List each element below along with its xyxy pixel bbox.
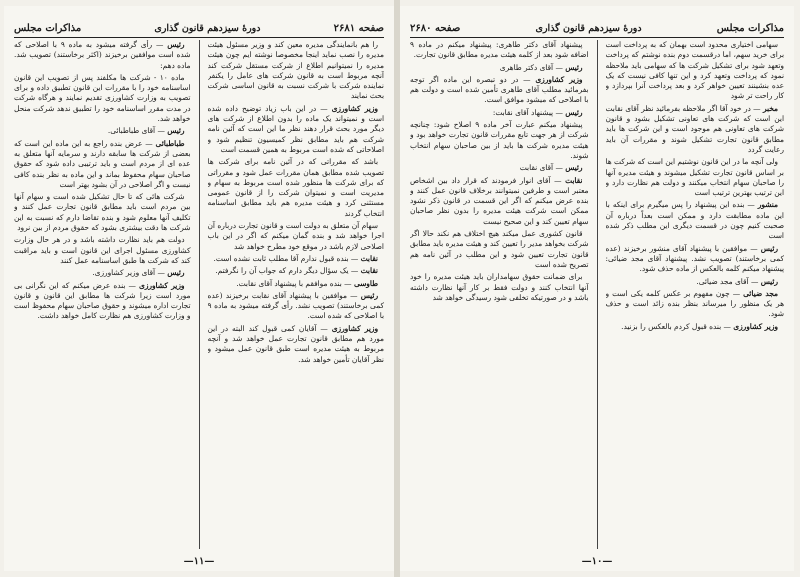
- paragraph: [410, 40, 589, 61]
- speaker-name: رئیس: [760, 276, 778, 286]
- left-page-number: صفحه ۲۶۸۱: [333, 23, 384, 34]
- paragraph-text: برای ضمانت حقوق سهامداران باید هیئت مدیره را خود آنها انتخاب کنند و دولت فقط بر کار آنها نظارت داشته باشد و در صورتیکه تخلفی شود رسیدگی خواهد شد: [410, 272, 589, 302]
- speaker-name: مجد ضیائی: [743, 288, 778, 298]
- speaker-name: مخبر: [762, 103, 778, 113]
- left-columns: [14, 40, 384, 549]
- speaker-name: وزیر کشاورزی: [331, 103, 378, 113]
- right-columns: [410, 40, 784, 549]
- paragraph: [606, 289, 785, 320]
- paragraph: [14, 40, 191, 71]
- paragraph: [606, 157, 785, 198]
- paragraph: [606, 322, 785, 332]
- paragraph: [208, 324, 385, 365]
- speaker-name: وزیر کشاورزی: [535, 74, 583, 84]
- paragraph-text: — بنده قبول کردم بالعکس را بزنید.: [621, 321, 731, 331]
- paragraph-text: — بنده عرض میکنم که این نگرانی بی مورد است زیرا شرکت ها مطابق این قانون و قانون تجارت اداره میشوند و حقوق صاحبان سهام محفوظ است و وزارت کشاورزی هم نظارت کامل خواهد داشت.: [14, 280, 191, 321]
- right-page-number: صفحه ۲۶۸۰: [410, 23, 461, 34]
- column-divider: [199, 40, 200, 549]
- paragraph-text: پیشنهاد آقای دکتر طاهری: پیشنهاد میکنم در ماده ۹ اضافه شود بعد از کلمه هیئت مدیره مطابق قانون تجارت.: [410, 40, 589, 60]
- right-page-right-column: [606, 40, 785, 549]
- paragraph-text: — آقای دکتر طاهری: [499, 62, 563, 72]
- paragraph: [410, 163, 589, 173]
- paragraph: [14, 281, 191, 322]
- paragraph-text: دولت هم باید نظارت داشته باشد و در هر حال وزارت کشاورزی مسئول اجرای این قانون است و باید مراقبت کند که شرکت ها طبق اساسنامه عمل کنند: [14, 235, 191, 265]
- paragraph: [410, 75, 589, 106]
- paragraph-text: باشد که مقرراتی که در آئین نامه برای شرکت ها تصویب شده مطابق همان مقررات عمل شود و مقرراتی که برای شرکت ها منظور شده است مربوط به سهام و مدیریت است و نمیتوان شرکت را از قانون عمومی مستثنی کرد و هیئت مدیره هم باید مطابق اساسنامه انتخاب گردند: [207, 157, 384, 218]
- paragraph-text: شرکت هائی که تا حال تشکیل شده است و سهام آنها بین مردم است باید مطابق قانون تجارت عمل کنند و تکلیف آنها معلوم شود و بنده تقاضا دارم که نسبت به این شرکت ها دقت بیشتری بشود که حقوق مردم از بین نرود: [14, 192, 191, 233]
- paragraph-text: — بنده موافقم با پیشنهاد آقای نقابت.: [236, 278, 352, 288]
- speaker-name: رئیس: [167, 126, 185, 136]
- paragraph-text: قانون کشوری عمل میکند هیچ اختلاف هم نکند حالا اگر شرکت بخواهد مدیر را تعیین کند و هیئت مدیره باید مطابق قانون تجارت تعیین شود و این مطلب در آئین نامه هم تصریح شده است: [410, 229, 589, 269]
- paragraph-text: — رأی گرفته میشود به ماده ۹ با اصلاحی که شده است موافقین برخیزند (اکثر برخاستند) تصویب شد. ماده دهم:: [14, 40, 191, 70]
- speaker-name: طاوسی: [353, 278, 378, 288]
- paragraph: [410, 229, 589, 270]
- paragraph-text: را هم بانمایندگی مدیره معین کند و وزیر مسئول هیئت مدیره را نصب نماید اینجا مخصوصا نوشته ایم چون هیئت مدیره را نمیتوانیم اطلاع از شرکت مستقل شرکت کند آنچه مربوط است به قانون شرکت های عامل را یکنفر نماینده شرکت با شرکت نسبت به قانون اساسی شرکت بحث نمایند: [207, 40, 384, 101]
- left-page-footer: —۱۱—: [183, 556, 215, 567]
- speaker-name: طباطبائی: [155, 138, 185, 148]
- paragraph: [410, 120, 589, 161]
- speaker-name: وزیر کشاورزی: [733, 321, 778, 331]
- speaker-name: رئیس: [565, 107, 583, 117]
- paragraph-text: — در دو تبصره این ماده اگر توجه بفرمائید مطلب آقای طاهری تأمین شده است و دولت هم با اصلاحی که میشود موافق است.: [410, 74, 589, 105]
- paragraph-text: — عرض بنده راجع به این ماده این است که بعضی از شرکت ها سابقه دارند و سرمایه آنها متعلق به عده ای از مردم است و باید ترتیبی داده شود که حقوق صاحبان سهام محفوظ بماند و این ماده به نظر بنده کافی نیست و اگر اصلاحی در آن بشود بهتر است: [14, 138, 191, 189]
- paragraph-text: — موافقین با پیشنهاد آقای نقابت برخیزند (عده کمی برخاستند) تصویب نشد. رأی گرفته میشود به ماده ۹ با اصلاحی که شده است.: [207, 290, 384, 321]
- paragraph-text: — آقایان کمی قبول کند البته در این مورد هم مطابق قانون تجارت عمل خواهد شد و آنچه مربوط به هیئت مدیره است طبق قانون عمل میشود و نظر آقایان تأمین خواهد شد.: [207, 323, 384, 364]
- column-divider: [597, 40, 598, 549]
- paragraph: [606, 200, 785, 241]
- paragraph: [14, 268, 191, 278]
- paragraph-text: — در خود آقا اگر ملاحظه بفرمائید نظر آقای نقابت این است که شرکت های تعاونی تشکیل بشود و قانون شرکت های تعاونی هم موجود است و این شرکت ها باید مطابق قانون تجارت تشکیل شوند و مقررات آن باید رعایت گردد: [605, 103, 784, 154]
- paragraph-text: — یک سؤال دیگر دارم که جواب آن را نگرفتم.: [215, 266, 359, 276]
- right-running-header: [410, 10, 784, 38]
- paragraph: [606, 277, 785, 287]
- paragraph: [208, 157, 385, 219]
- right-page-left-column: [410, 40, 589, 549]
- paragraph: [14, 126, 191, 136]
- paragraph: [208, 221, 385, 252]
- right-page-footer: —۱۰—: [581, 556, 613, 567]
- speaker-name: نقابت: [565, 175, 583, 185]
- paragraph-text: — پیشنهاد آقای نقابت:: [492, 107, 563, 117]
- speaker-name: رئیس: [565, 163, 583, 173]
- paragraph: [410, 272, 589, 303]
- paragraph-text: — آقای انوار فرمودند که قرار داد بین اشخاص معتبر است و طرفین نمیتوانند برخلاف قانون عمل کنند و بنده عرض میکنم که اگر این قسمت در قانون ذکر نشود ممکن است شرکت هیئت مدیره را بدون نظر صاحبان سهام تعیین کند و این صحیح نیست: [410, 175, 589, 226]
- paragraph-text: — آقای مجد ضیائی.: [696, 276, 759, 286]
- paragraph: [410, 176, 589, 227]
- paragraph-text: — بنده قبول ندارم آقا مطلب ثابت نشده است.: [213, 253, 359, 263]
- paragraph: [208, 266, 385, 276]
- paragraph: [410, 63, 589, 73]
- speaker-name: رئیس: [760, 243, 778, 253]
- left-running-header: [14, 10, 384, 38]
- speaker-name: وزیر کشاورزی: [139, 280, 185, 290]
- speaker-name: رئیس: [167, 268, 185, 278]
- paragraph: [208, 254, 385, 264]
- speaker-name: نقابت: [360, 253, 378, 263]
- speaker-name: رئیس: [360, 290, 379, 300]
- paragraph-text: سهامی اختیاری محدود است بهمان که به پرداخت است برای خرید سهم، اما درقسمت دوم بنده نوشتم که پرداخت وتعهد شود برای تشکیل شرکت ها که سهامی باید ملاحظه نمود که پرداخت وتعهد کرد و این تنها کافی نیست که یک عده بنشینند تعیین خواهر کرد و بعد پرداخت آنرا بپردازد و کار راحت تر شود: [605, 40, 784, 101]
- paragraph: [606, 244, 785, 275]
- paragraph-text: — چون مفهوم بر عکس کلمه یکی است و هر یک منظور را میرساند بنظر بنده زائد است و حذف شود.: [605, 288, 784, 319]
- paragraph: [208, 291, 385, 322]
- right-page: [400, 6, 794, 571]
- right-session-label: دورهٔ سیزدهم قانون گذاری: [535, 23, 642, 34]
- paragraph-text: — در این باب زیاد توضیح داده شده است و نمیتواند یک ماده را بدون اطلاع از شرکت های دیگر مورد بحث قرار دهند نظر ما این است که آئین نامه شرکت هم باید مطابق نظر کمیسیون تنظیم شود و اصلاحاتی که شده است مربوط به همین قسمت است: [207, 103, 384, 154]
- speaker-name: رئیس: [565, 62, 583, 72]
- paragraph-text: — موافقین با پیشنهاد آقای منشور برخیزند (عده کمی برخاستند) تصویب نشد. پیشنهاد آقای مجد ضیائی: پیشنهاد میکنم کلمه بالعکس از ماده حذف شود.: [605, 243, 784, 274]
- left-page-right-column: [208, 40, 385, 549]
- paragraph: [208, 104, 385, 155]
- paragraph-text: — آقای وزیر کشاورزی.: [92, 268, 165, 278]
- left-page-left-column: [14, 40, 191, 549]
- left-session-label: دورهٔ سیزدهم قانون گذاری: [154, 23, 261, 34]
- paragraph: [14, 73, 191, 124]
- paragraph-text: — آقای نقابت: [519, 163, 563, 173]
- paragraph: [14, 192, 191, 233]
- paragraph-text: — آقای طباطبائی.: [107, 126, 165, 136]
- paragraph-text: — بنده این پیشنهاد را پس میگیرم برای اینکه با این ماده مطابقت دارد و ممکن است بعداً درباره آن صحبت کنیم چون در قسمت دیگری این مطلب ذکر شده است: [605, 200, 784, 241]
- speaker-name: منشور: [757, 200, 778, 210]
- paragraph-text: سهام آن متعلق به دولت است و قانون تجارت درباره آن اجرا خواهد شد و بنده گمان میکنم که اگر در این باب اصلاحی لازم باشد در موقع خود مطرح خواهد شد: [207, 221, 384, 251]
- right-journal-title: مذاکرات مجلس: [716, 23, 784, 34]
- paragraph: [14, 235, 191, 266]
- paragraph-text: ولی آنچه ما در این قانون نوشتیم این است که شرکت ها بر اساس قانون تجارت تشکیل میشوند و هیئت مدیره آنها را صاحبان سهام انتخاب میکنند و دولت هم نظارت دارد و این ترتیب بهترین ترتیب است: [605, 157, 784, 198]
- left-journal-title: مذاکرات مجلس: [14, 23, 82, 34]
- paragraph: [208, 279, 385, 289]
- paragraph: [606, 40, 785, 102]
- speaker-name: وزیر کشاورزی: [331, 323, 379, 333]
- speaker-name: نقابت: [360, 266, 378, 276]
- paragraph-text: ماده ۱۰ - شرکت ها مکلفند پس از تصویب این قانون اساسنامه خود را با مقررات این قانون تطبیق داده و برای تصویب به وزارت کشاورزی تقدیم نمایند و هرگاه شرکت در مدت مقرر اساسنامه خود را تطبیق ندهد شرکت منحل خواهد شد.: [14, 72, 191, 124]
- paragraph: [208, 40, 385, 102]
- paragraph: [14, 139, 191, 190]
- paragraph: [410, 108, 589, 118]
- speaker-name: رئیس: [167, 40, 185, 49]
- paragraph-text: پیشنهاد میکنم عبارت آخر ماده ۹ اصلاح شود: چنانچه شرکت از هر جهت تابع مقررات قانون تجارت خواهد بود و هیئت مدیره شرکت ها باید از بین صاحبان سهام انتخاب شوند.: [410, 120, 589, 160]
- left-page: [4, 6, 394, 571]
- paragraph: [606, 104, 785, 155]
